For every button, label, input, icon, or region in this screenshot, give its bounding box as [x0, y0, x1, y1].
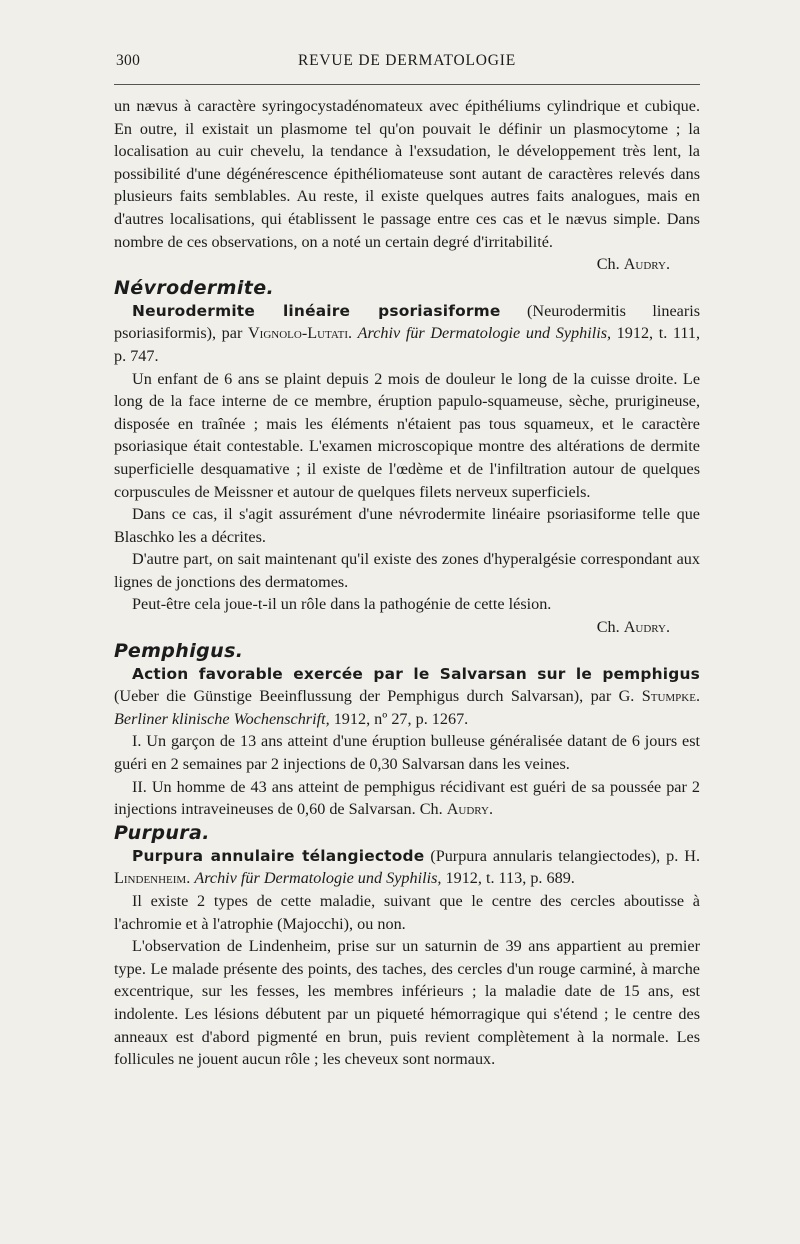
signature-name: Audry.	[623, 618, 670, 637]
signature-initials: Ch.	[419, 800, 443, 819]
citation-details: 1912, t. 111, p. 747.	[114, 324, 701, 365]
citation-journal: Berliner klinische Wochenschrift,	[114, 709, 330, 728]
header-rule	[114, 84, 700, 85]
citation-journal: Archiv für Dermatologie und Syphilis,	[357, 324, 612, 343]
intro-paragraph: un nævus à caractère syringocystadénomateux avec épithéliums cylindrique et cubique. En outre, il existait un plasmome tel qu'on pouvait le définir un plasmocytome ; la localisation au cuir chevelu, la tendance à l'exsudation, le développement très lent, la possibilité d'une dégénérescence épithéliomateuse sont autant de caractères relevés dans plusieurs faits semblables. Au reste, il existe quelques autres faits analogues, mais en d'autres localisations, qui établissent le passage entre ces cas et le nævus simple. Dans nombre de ces observations, on a noté un certain degré d'irritabilité.	[114, 97, 700, 251]
signature-initials: Ch.	[596, 618, 620, 637]
intro-signature	[114, 253, 700, 276]
citation-author: Vignolo-Lutati.	[247, 324, 353, 343]
citation-author: Stumpke.	[641, 687, 700, 706]
article-title: Purpura annulaire télangiectode	[132, 846, 425, 865]
signature-initials: Ch.	[596, 255, 620, 274]
citation-text: (Purpura annularis telangiectodes), p. H.	[424, 846, 700, 865]
section-heading-pemphigus: Pemphigus.	[114, 639, 244, 662]
signature-name: Audry.	[446, 800, 493, 819]
document-page	[114, 48, 700, 1071]
article-citation	[114, 663, 700, 731]
article-title: Action favorable exercée par le Salvarsan sur le pemphigus	[132, 664, 700, 683]
citation-text: (Ueber die Günstige Beeinflussung der Pemphigus durch Salvarsan), par G.	[114, 687, 642, 706]
body-paragraph: I. Un garçon de 13 ans atteint d'une éruption bulleuse généralisée datant de 6 jours est guéri en 2 semaines par 2 injections de 0,30 Salvarsan dans les veines.	[114, 732, 700, 774]
paragraph-text: II. Un homme de 43 ans atteint de pemphigus récidivant est guéri de sa poussée par 2 injections intraveineuses de 0,60 de Salvarsan.	[114, 777, 700, 819]
body-paragraph: Il existe 2 types de cette maladie, suivant que le centre des cercles aboutisse à l'achromie et à l'atrophie (Majocchi), ou non.	[114, 892, 700, 933]
article-citation	[114, 300, 700, 368]
signature-name: Audry.	[623, 255, 670, 274]
section-heading-nevrodermite: Névrodermite.	[114, 276, 275, 299]
body-paragraph: Peut-être cela joue-t-il un rôle dans la pathogénie de cette lésion.	[132, 595, 552, 614]
body-paragraph: L'observation de Lindenheim, prise sur un saturnin de 39 ans appartient au premier type. Le malade présente des points, des taches, des cercles d'un rouge carminé, à marche excentrique, sur les fesses, les membres inférieurs ; la maladie date de 15 ans, est indolente. Les lésions débutent par un piqueté hémorragique qui s'étend ; le centre des anneaux est d'abord pigmenté en brun, puis revient complètement à la normale. Les follicules ne jouent aucun rôle ; les cheveux sont normaux.	[114, 937, 700, 1069]
body-paragraph: Dans ce cas, il s'agit assurément d'une névrodermite linéaire psoriasiforme telle que Blaschko les a décrites.	[114, 505, 700, 546]
body-paragraph: Un enfant de 6 ans se plaint depuis 2 mois de douleur le long de la cuisse droite. Le long de la face interne de ce membre, éruption papulo-squameuse, sèche, prurigineuse, disposée en traînée ; mais les éléments n'étaient pas tous squameux, et le caractère psoriasique était contestable. L'examen microscopique montre des altérations de dermite superficielle desquamative ; il existe de l'œdème et de l'infiltration autour de quelques corpuscules de Meissner et autour de quelques filets nerveux superficiels.	[114, 369, 700, 501]
body-paragraph: D'autre part, on sait maintenant qu'il existe des zones d'hyperalgésie correspondant aux lignes de jonctions des dermatomes.	[114, 550, 700, 591]
body-paragraph	[114, 776, 700, 821]
section-heading-purpura: Purpura.	[114, 821, 210, 844]
page-number: 300	[116, 52, 141, 69]
journal-title: REVUE DE DERMATOLOGIE	[298, 52, 516, 69]
nevrodermite-signature	[114, 616, 700, 639]
article-citation	[114, 845, 700, 890]
citation-author: Lindenheim.	[114, 869, 191, 888]
citation-details: 1912, nº 27, p. 1267.	[329, 709, 469, 728]
citation-text: (Neurodermitis linearis psoriasiformis), par	[114, 301, 701, 343]
running-head	[114, 48, 700, 74]
citation-details: 1912, t. 113, p. 689.	[441, 869, 575, 888]
citation-journal: Archiv für Dermatologie und Syphilis,	[194, 869, 442, 888]
article-title: Neurodermite linéaire psoriasiforme	[132, 301, 501, 320]
